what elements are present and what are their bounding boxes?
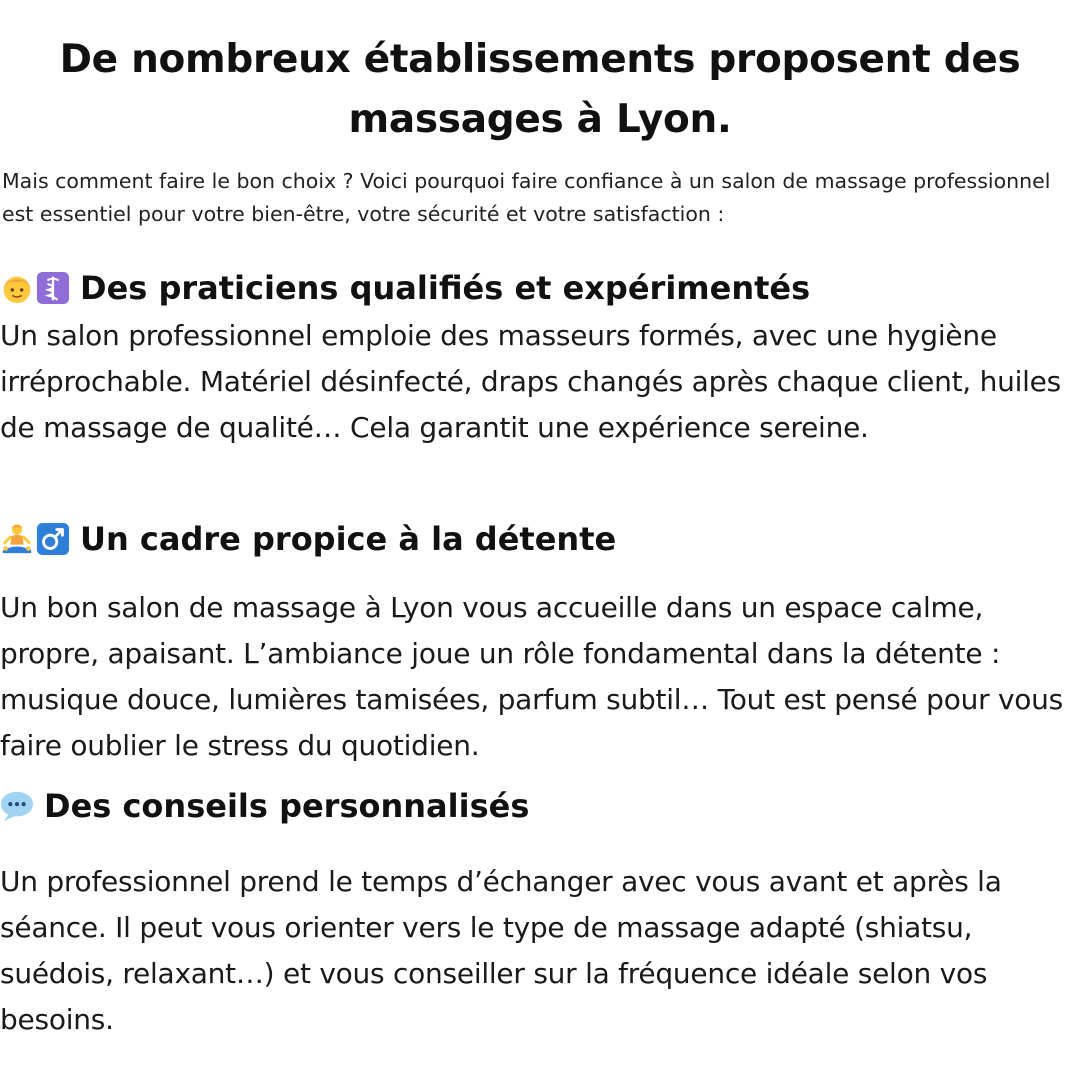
section-heading-personalized-advice	[0, 784, 529, 828]
person-in-lotus-position-emoji-icon	[0, 522, 34, 556]
intro-paragraph: Mais comment faire le bon choix ? Voici pourquoi faire confiance à un salon de massage professionnel est essentiel pour votre bien-être, votre sécurité et votre satisfaction :	[2, 169, 1051, 226]
section-heading-text: Des praticiens qualifiés et expérimentés	[80, 269, 811, 307]
male-sign-emoji-icon	[36, 522, 70, 556]
medical-symbol-emoji-icon	[36, 271, 70, 305]
section-body-personalized-advice: Un professionnel prend le temps d’échanger avec vous avant et après la séance. Il peut vous orienter vers le type de massage adapté (shiatsu, suédois, relaxant…) et vous conseiller sur la fréquence idéale selon vos besoins.	[0, 865, 1002, 1036]
speech-bubble-emoji-icon	[0, 789, 34, 823]
section-heading-text: Des conseils personnalisés	[44, 787, 530, 825]
health-worker-emoji-icon	[0, 271, 34, 305]
section-heading-qualified-practitioners	[0, 266, 810, 310]
section-body-qualified-practitioners: Un salon professionnel emploie des masseurs formés, avec une hygiène irréprochable. Matériel désinfecté, draps changés après chaque client, huiles de massage de qualité… Cela garantit une expérience sereine.	[0, 319, 1061, 444]
section-body-relaxing-setting: Un bon salon de massage à Lyon vous accueille dans un espace calme, propre, apaisant. L’ambiance joue un rôle fondamental dans la détente : musique douce, lumières tamisées, parfum subtil… Tout est pensé pour vous faire oublier le stress du quotidien.	[0, 591, 1064, 762]
page-title: De nombreux établissements proposent des massages à Lyon.	[59, 37, 1021, 142]
section-heading-text: Un cadre propice à la détente	[80, 520, 617, 558]
section-heading-relaxing-setting	[0, 517, 616, 561]
